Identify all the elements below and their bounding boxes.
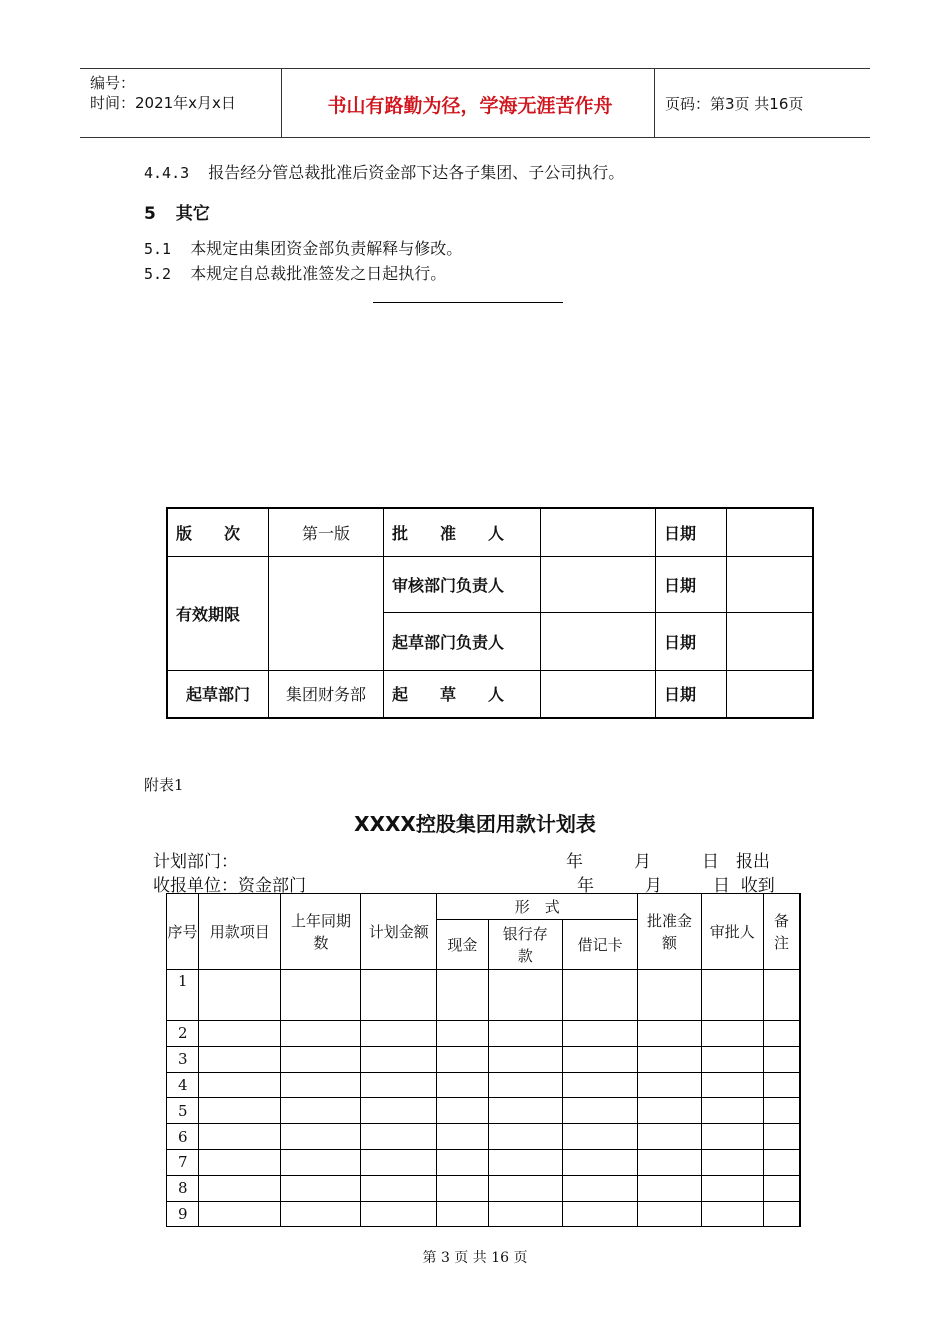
table-cell [800,1124,801,1150]
table-cell [488,1072,562,1098]
col-approver-header: 审批人 [701,894,763,970]
drafting-dept-label: 起草部门 [167,670,269,718]
table-cell [437,1046,488,1072]
table-cell [488,1149,562,1175]
table-cell [701,1098,763,1124]
table-cell [562,1124,637,1150]
table-cell [638,1149,701,1175]
page-footer: 第 3 页 共 16 页 [422,1250,528,1266]
clause-5-1 [144,236,462,259]
table-cell [800,1046,801,1072]
table-cell [638,1124,701,1150]
table-cell [562,1175,637,1201]
table-cell [361,970,437,1021]
table-cell [281,1046,361,1072]
table-cell [763,1201,799,1227]
clause-number: 4.4.3 [144,164,190,182]
section-number: 5 [144,204,156,224]
col-remark-header: 备注 [763,894,799,970]
reviewer-label: 审核部门负责人 [384,556,541,612]
row-number: 7 [167,1149,199,1175]
table-cell [638,970,701,1021]
table-cell [562,1072,637,1098]
table-cell [281,1124,361,1150]
col-planned-header: 计划金额 [361,894,437,970]
table-cell [281,1098,361,1124]
table-cell [361,1046,437,1072]
table-cell [701,970,763,1021]
table-cell [361,1021,437,1047]
table-cell [562,1149,637,1175]
table-cell [763,1072,799,1098]
date-value-cell [727,508,814,556]
table-cell [488,970,562,1021]
col-item-header: 用款项目 [199,894,281,970]
table-cell [562,1021,637,1047]
table-cell [488,1046,562,1072]
col-bank-header: 银行存款 [488,920,562,970]
table-cell [701,1149,763,1175]
row-number: 9 [167,1201,199,1227]
clause-text: 本规定由集团资金部负责解释与修改。 [190,239,463,258]
table-row [167,970,801,1021]
row-number: 8 [167,1175,199,1201]
table-cell [199,970,281,1021]
table-cell [763,1175,799,1201]
table-cell [199,1175,281,1201]
table-cell [701,1201,763,1227]
table-cell [763,1021,799,1047]
row-number: 3 [167,1046,199,1072]
validity-value-cell [269,556,384,670]
table-cell [638,1072,701,1098]
table-row [167,1046,801,1072]
table-cell [562,970,637,1021]
receiver-label: 收报单位：资金部门 [153,876,306,896]
table-cell [437,1124,488,1150]
table-cell [361,1175,437,1201]
table-row [167,1098,801,1124]
table-cell [638,1098,701,1124]
table-cell [701,1072,763,1098]
table-cell [763,1046,799,1072]
plan-dept-label: 计划部门： [153,852,238,872]
table-cell [638,1046,701,1072]
table-cell [199,1149,281,1175]
page-header [80,68,870,138]
table-cell [199,1046,281,1072]
row-number: 1 [167,970,199,1021]
date-value-cell [727,612,814,670]
approver-signature-cell [541,508,656,556]
table-cell [199,1124,281,1150]
table-cell [488,1124,562,1150]
date-label: 日期 [656,508,727,556]
table-cell [281,970,361,1021]
table-cell [361,1201,437,1227]
table-cell [800,1098,801,1124]
header-motto: 书山有路勤为径，学海无涯苦作舟 [327,95,613,117]
table-cell [488,1098,562,1124]
table-row [167,1175,801,1201]
table-cell [281,1021,361,1047]
table-cell [701,1175,763,1201]
table-cell [562,1098,637,1124]
drafting-head-label: 起草部门负责人 [384,612,541,670]
table-cell [800,970,801,1021]
drafting-head-signature-cell [541,612,656,670]
table-cell [763,1124,799,1150]
table-cell [763,1098,799,1124]
report-date-label: 年 月 日 报出 [566,852,770,872]
drafter-label: 起 草 人 [384,670,541,718]
date-label: 日期 [656,612,727,670]
section-title: 其它 [175,204,210,224]
row-number: 6 [167,1124,199,1150]
table-cell [361,1072,437,1098]
table-row [167,1149,801,1175]
date-value-cell [727,670,814,718]
table-cell [562,1046,637,1072]
table-cell [437,1149,488,1175]
table-cell [488,1201,562,1227]
table-cell [701,1046,763,1072]
clause-text: 报告经分管总裁批准后资金部下达各子集团、子公司执行。 [208,163,625,182]
table-cell [199,1072,281,1098]
table-cell [562,1201,637,1227]
header-meta [90,73,236,113]
header-page-number: 页码：第3页 共16页 [665,95,804,113]
table-cell [361,1124,437,1150]
table-row [167,1021,801,1047]
plan-table-body [167,970,801,1227]
table-cell [488,1175,562,1201]
clause-number: 5.1 [144,240,172,258]
table-cell [763,970,799,1021]
receive-date-label: 年 月 日 收到 [577,876,775,896]
loan-plan-table [166,893,801,1227]
header-divider [281,69,282,137]
col-seq-header: 序号 [167,894,199,970]
table-cell [437,1175,488,1201]
appendix-title: XXXX控股集团用款计划表 [354,812,596,836]
table-cell [763,1149,799,1175]
table-cell [437,1201,488,1227]
table-row [167,1201,801,1227]
row-number: 2 [167,1021,199,1047]
table-cell [437,1098,488,1124]
end-rule [373,302,563,303]
table-cell [638,1201,701,1227]
table-cell [800,1149,801,1175]
table-cell [281,1149,361,1175]
table-row [167,1124,801,1150]
table-cell [281,1072,361,1098]
col-approved-header: 批准金额 [638,894,701,970]
table-cell [361,1149,437,1175]
clause-5-2 [144,261,446,284]
section-5-heading [144,199,210,224]
table-cell [800,1072,801,1098]
header-divider [654,69,655,137]
table-cell [638,1175,701,1201]
table-cell [800,1175,801,1201]
reviewer-signature-cell [541,556,656,612]
document-number-label: 编号： [90,74,136,92]
date-label: 日期 [656,556,727,612]
validity-label: 有效期限 [167,556,269,670]
table-cell [199,1201,281,1227]
version-label: 版 次 [167,508,269,556]
col-cash-header: 现金 [437,920,488,970]
clause-number: 5.2 [144,265,172,283]
table-cell [638,1021,701,1047]
col-last-year-header: 上年同期数 [281,894,361,970]
table-cell [488,1021,562,1047]
clause-text: 本规定自总裁批准签发之日起执行。 [190,264,447,283]
row-number: 4 [167,1072,199,1098]
table-cell [701,1124,763,1150]
approver-label: 批 准 人 [384,508,541,556]
table-cell [800,1201,801,1227]
col-form-header: 形 式 [437,894,638,920]
appendix-label: 附表1 [144,776,184,794]
table-cell [281,1175,361,1201]
version-value: 第一版 [269,508,384,556]
drafter-signature-cell [541,670,656,718]
table-cell [701,1021,763,1047]
table-cell [437,970,488,1021]
table-cell [199,1098,281,1124]
table-cell [800,1021,801,1047]
table-cell [361,1098,437,1124]
drafting-dept-value: 集团财务部 [269,670,384,718]
date-value-cell [727,556,814,612]
table-cell [437,1021,488,1047]
table-cell [281,1201,361,1227]
row-number: 5 [167,1098,199,1124]
table-row [167,1072,801,1098]
date-label: 日期 [656,670,727,718]
document-time-label: 时间：2021年x月x日 [90,94,236,112]
col-debit-header: 借记卡 [562,920,637,970]
table-cell [199,1021,281,1047]
table-cell [437,1072,488,1098]
approval-table [166,507,814,719]
clause-4-4-3 [144,160,624,183]
